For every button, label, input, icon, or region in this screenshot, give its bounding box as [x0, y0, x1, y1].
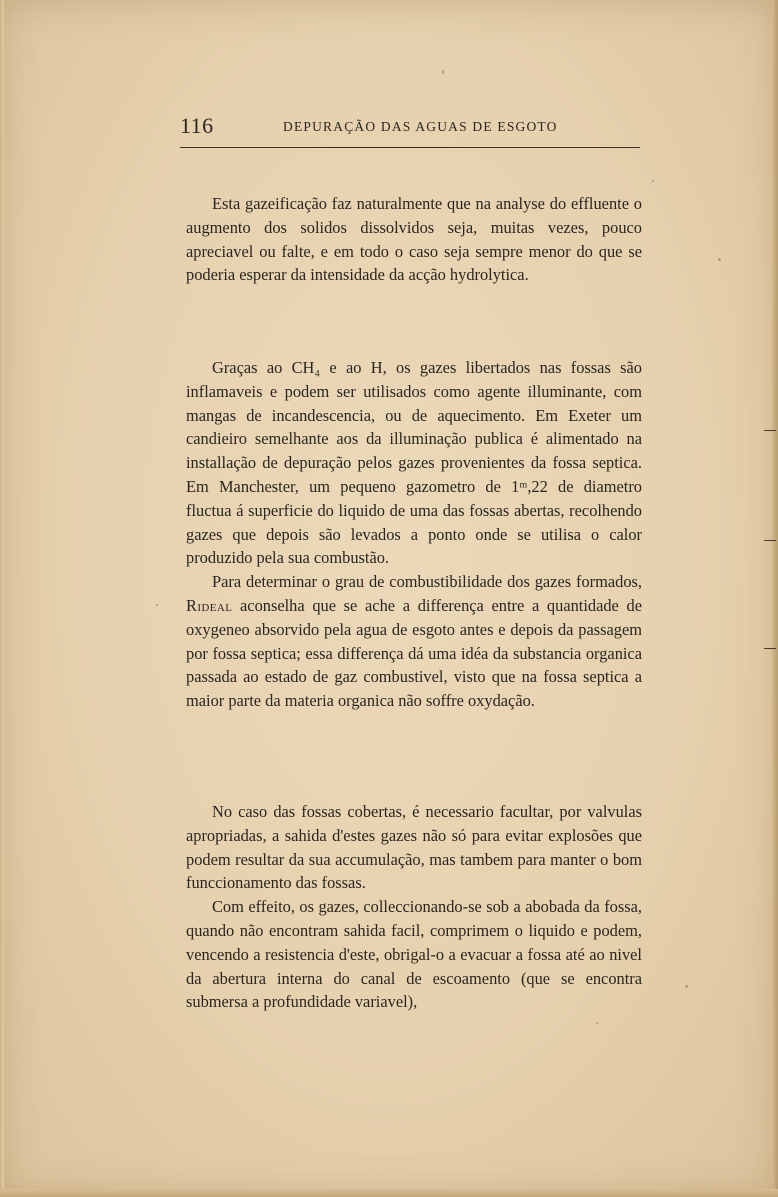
text-block-gasification	[186, 192, 642, 287]
text-block-gas-uses	[186, 356, 642, 713]
margin-mark	[764, 648, 776, 649]
page-left-edge	[0, 0, 4, 1197]
paragraph: No caso das fossas cobertas, é necessario facultar, por valvulas apropriadas, a sahida d'estes gazes não só para evitar explosões que podem resultar da sua accumulação, mas tambem para manter o bom funccionamento das fossas.	[186, 802, 642, 893]
page-bottom-edge	[0, 1189, 778, 1197]
margin-mark	[764, 540, 776, 541]
paragraph	[186, 570, 642, 713]
paragraph-text: aconselha que se ache a differença entre a quantidade de oxygeneo absorvido pela agua de esgoto antes e depois da passagem por fossa septica; essa differença dá uma idéa da substancia organica passada ao estado de gaz combustivel, visto que na fossa septica a maior parte da materia organica não soffre oxydação.	[186, 595, 642, 711]
paragraph: Com effeito, os gazes, colleccionando-se sob a abobada da fossa, quando não encontram sahida facil, comprimem o liquido e podem, vencendo a resistencia d'este, obrigal-o a evacuar a fossa até ao nivel da abertura interna do canal de escoamento (que se encontra submersa a profundidade variavel),	[186, 897, 642, 1012]
author-name: Rideal	[186, 595, 233, 615]
running-title: DEPURAÇÃO DAS AGUAS DE ESGOTO	[283, 119, 558, 134]
paragraph-text: Para determinar o grau de combustibilidade dos gazes formados,	[212, 572, 642, 592]
header-rule	[180, 147, 640, 148]
paragraph: Graças ao CH₄ e ao H, os gazes libertados nas fossas são inflamaveis e podem ser utilisados como agente illuminante, com mangas de incandescencia, ou de aquecimento. Em Exeter um candieiro semelhante aos da illuminação publica é alimentado na installação de depuração pelos gazes provenientes da fossa septica. Em Manchester, um pequeno gazometro de 1ᵐ,22 de diametro fluctua á superficie do liquido de uma das fossas abertas, recolhendo gazes que depois são levados a ponto onde se utilisa o calor produzido pela sua combustão.	[186, 358, 642, 568]
page-number: 116	[180, 113, 214, 138]
paragraph: Esta gazeificação faz naturalmente que na analyse do effluente o augmento dos solidos dissolvidos seja, muitas vezes, pouco apreciavel ou falte, e em todo o caso seja sempre menor do que se poderia esperar da intensidade da acção hydrolytica.	[186, 194, 642, 285]
running-header	[180, 113, 640, 141]
page-right-edge	[772, 0, 778, 1197]
margin-mark	[764, 430, 776, 431]
text-block-covered-tanks	[186, 800, 642, 1014]
